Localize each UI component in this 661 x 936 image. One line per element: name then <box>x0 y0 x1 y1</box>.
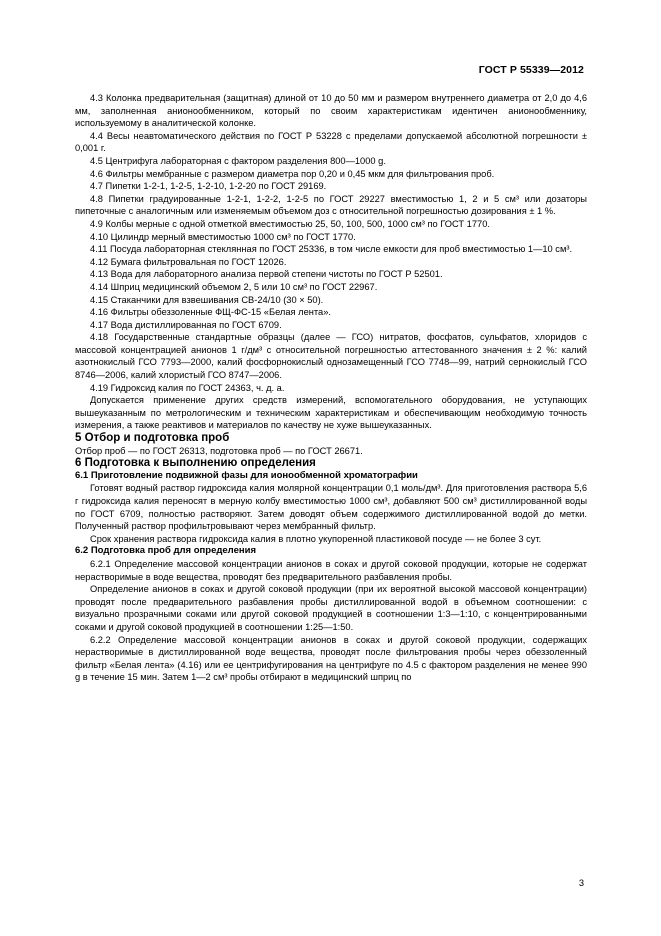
item-4-14: 4.14 Шприц медицинский объемом 2, 5 или 10 см³ по ГОСТ 22967. <box>90 281 378 292</box>
item-4-11: 4.11 Посуда лабораторная стеклянная по ГОСТ 25336, в том числе емкости для проб вместимостью 1—10 см³. <box>90 244 573 255</box>
page-number: 3 <box>578 878 584 888</box>
section-5-heading: 5 Отбор и подготовка проб <box>75 432 230 445</box>
section-5-text: Отбор проб — по ГОСТ 26313, подготовка проб — по ГОСТ 26671. <box>75 445 363 456</box>
subsection-6-2-heading: 6.2 Подготовка проб для определения <box>75 545 256 557</box>
item-4-9: 4.9 Колбы мерные с одной отметкой вместимостью 25, 50, 100, 500, 1000 см³ по ГОСТ 1770. <box>90 218 490 229</box>
subsection-6-1-heading: 6.1 Приготовление подвижной фазы для ионообменной хроматографии <box>75 469 418 481</box>
item-4-17: 4.17 Вода дистиллированная по ГОСТ 6709. <box>90 319 282 330</box>
document-body <box>75 92 587 684</box>
item-4-12: 4.12 Бумага фильтровальная по ГОСТ 12026. <box>90 256 287 267</box>
subsection-6-2-1-paragraph-2: Определение анионов в соках и другой соковой продукции (при их вероятной высокой массовой концентрации) проводят после предварительного разбавления пробы дистиллированной водой в объемном соотношении: с визуально прозрачными соками или другой соковой продукцией в соотношении 1:3—1:10, с концентрированными соками и другой соковой продукцией в соотношении 1:25—1:50. <box>75 584 587 632</box>
subsection-6-1-paragraph-2: Срок хранения раствора гидроксида калия в плотно укупоренной пластиковой посуде — не более 3 сут. <box>90 533 542 544</box>
subsection-6-2-1-paragraph: 6.2.1 Определение массовой концентрации анионов в соках и другой соковой продукции, которые не содержат нерастворимые в воде вещества, проводят без предварительного разбавления пробы. <box>75 558 587 582</box>
item-4-8: 4.8 Пипетки градуированные 1-2-1, 1-2-2, 1-2-5 по ГОСТ 29227 вместимостью 1, 2 и 5 см³ или дозаторы пипеточные с аналогичным или изменяемым объемом доз с относительной погрешностью дозирования ± 1 %. <box>75 193 587 217</box>
item-4-7: 4.7 Пипетки 1-2-1, 1-2-5, 1-2-10, 1-2-20 по ГОСТ 29169. <box>90 181 327 192</box>
item-4-18: 4.18 Государственные стандартные образцы (далее — ГСО) нитратов, фосфатов, сульфатов, хлоридов с массовой концентрацией анионов 1 г/дм³ с относительной погрешностью аттестованного значения ± 2 %: калий азотнокислый ГСО 7793—2000, калий фосфорнокислый однозамещенный ГСО 7748—99, натрий сернокислый ГСО 8746—2006, калий хлористый ГСО 8747—2006. <box>75 332 587 381</box>
standard-header: ГОСТ Р 55339—2012 <box>478 64 584 76</box>
item-4-4: 4.4 Весы неавтоматического действия по ГОСТ Р 53228 с пределами допускаемой абсолютной погрешности ± 0,001 г. <box>75 130 587 154</box>
item-4-13: 4.13 Вода для лабораторного анализа первой степени чистоты по ГОСТ Р 52501. <box>90 269 443 280</box>
subsection-6-2-2-paragraph: 6.2.2 Определение массовой концентрации анионов в соках и другой соковой продукции, содержащих нерастворимые в дистиллированной воде вещества, проводят после фильтрования пробы через обеззоленный фильтр «Белая лента» (4.16) или ее центрифугирования на центрифуге по 4.5 с фактором разделения не менее 990 g в течение 15 мин. Затем 1—2 см³ пробы отбирают в медицинский шприц по <box>75 634 587 683</box>
item-4-10: 4.10 Цилиндр мерный вместимостью 1000 см³ по ГОСТ 1770. <box>90 231 356 242</box>
allowance-paragraph: Допускается применение других средств измерений, вспомогательного оборудования, не уступающих вышеуказанным по метрологическим и техническим характеристикам и обеспечивающим необходимую точность измерения, а также реактивов и материалов по качеству не хуже вышеуказанных. <box>75 395 587 431</box>
item-4-19: 4.19 Гидроксид калия по ГОСТ 24363, ч. д. а. <box>90 382 285 393</box>
item-4-3: 4.3 Колонка предварительная (защитная) длиной от 10 до 50 мм и размером внутреннего диаметра от 2,0 до 4,6 мм, заполненная анионообменником, который по своим характеристикам идентичен анионообменнику, используемому в аналитической колонке. <box>75 93 587 129</box>
item-4-5: 4.5 Центрифуга лабораторная с фактором разделения 800—1000 g. <box>90 155 386 166</box>
section-6-heading: 6 Подготовка к выполнению определения <box>75 457 316 470</box>
item-4-16: 4.16 Фильтры обеззоленные ФЩ-ФС-15 «Белая лента». <box>90 307 331 318</box>
item-4-15: 4.15 Стаканчики для взвешивания СВ-24/10 (30 × 50). <box>90 294 324 305</box>
item-4-6: 4.6 Фильтры мембранные с размером диаметра пор 0,20 и 0,45 мкм для фильтрования проб. <box>90 168 495 179</box>
subsection-6-1-paragraph-1: Готовят водный раствор гидроксида калия молярной концентрации 0,1 моль/дм³. Для приготовления раствора 5,6 г гидроксида калия переносят в мерную колбу вместимостью 1000 см³, добавляют 500 см³ дистиллированной воды по ГОСТ 6709, полностью растворяют. Затем доводят объем содержимого дистиллированной водой до метки. Полученный раствор профильтровывают через мембранный фильтр. <box>75 483 587 532</box>
